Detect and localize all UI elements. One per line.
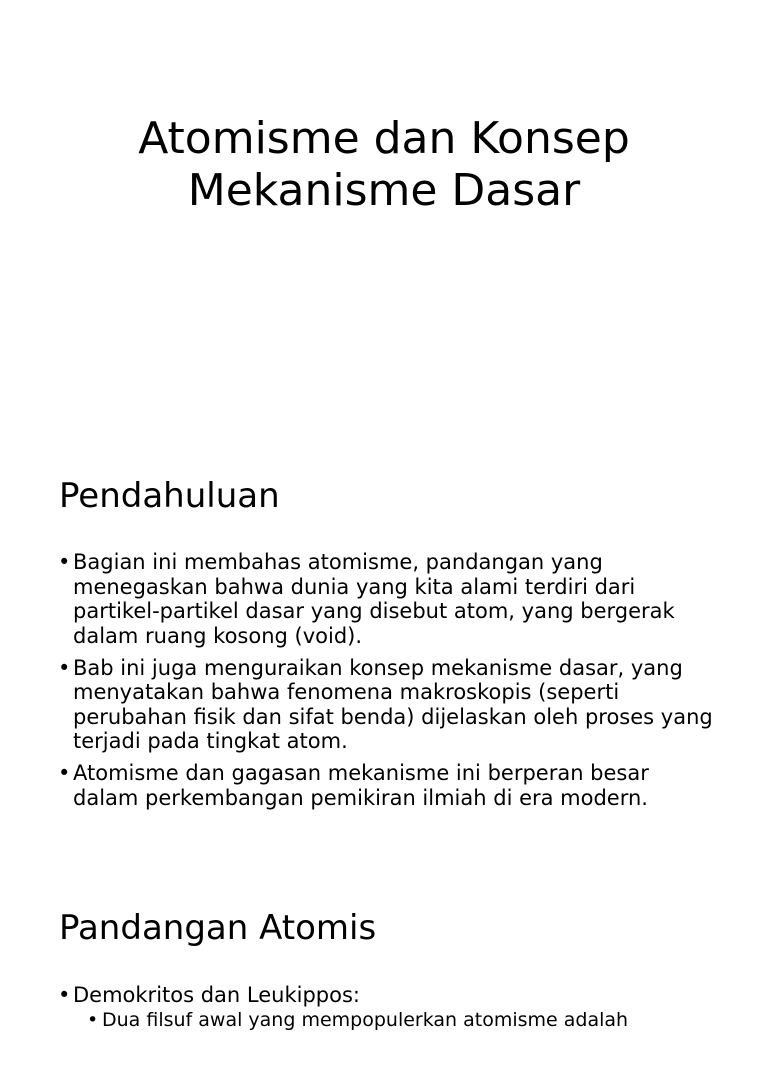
slide-pandangan-atomis [0,866,768,1066]
bullet-text: Bagian ini membahas atomisme, pandangan yang menegaskan bahwa dunia yang kita alami terdiri dari partikel-partikel dasar yang disebut atom, yang bergerak dalam ruang kosong (void). [73,550,675,648]
bullet-list [58,983,718,1040]
bullet-text: Demokritos dan Leukippos: [73,983,360,1007]
sub-bullet-list [73,1008,718,1033]
sub-bullet-text: Dua filsuf awal yang mempopulerkan atomisme adalah [102,1008,629,1031]
bullet-item [58,761,718,810]
bullet-item [58,983,718,1032]
bullet-point-icon: • [87,1008,99,1031]
bullet-list [58,550,718,818]
bullet-text: Atomisme dan gagasan mekanisme ini berperan besar dalam perkembangan pemikiran ilmiah di era modern. [73,761,649,810]
sub-bullet-item [87,1008,718,1033]
slide-title [40,113,728,217]
bullet-item [58,550,718,648]
bullet-point-icon: • [58,550,71,574]
title-slide [0,0,768,430]
slide-heading: Pendahuluan [59,476,280,516]
bullet-point-icon: • [58,761,71,785]
slide-title-line-2: Mekanisme Dasar [187,165,581,216]
slide-pendahuluan [0,432,768,864]
slide-heading: Pandangan Atomis [59,908,377,948]
bullet-point-icon: • [58,655,71,680]
bullet-text: Bab ini juga menguraikan konsep mekanisme dasar, yang menyatakan bahwa fenomena makroskopis (seperti perubahan fisik dan sifat benda) dijelaskan oleh proses yang terjadi pada tingkat atom. [73,655,713,753]
bullet-point-icon: • [58,983,71,1007]
bullet-item [58,656,718,754]
slide-title-line-1: Atomisme dan Konsep [138,113,630,164]
